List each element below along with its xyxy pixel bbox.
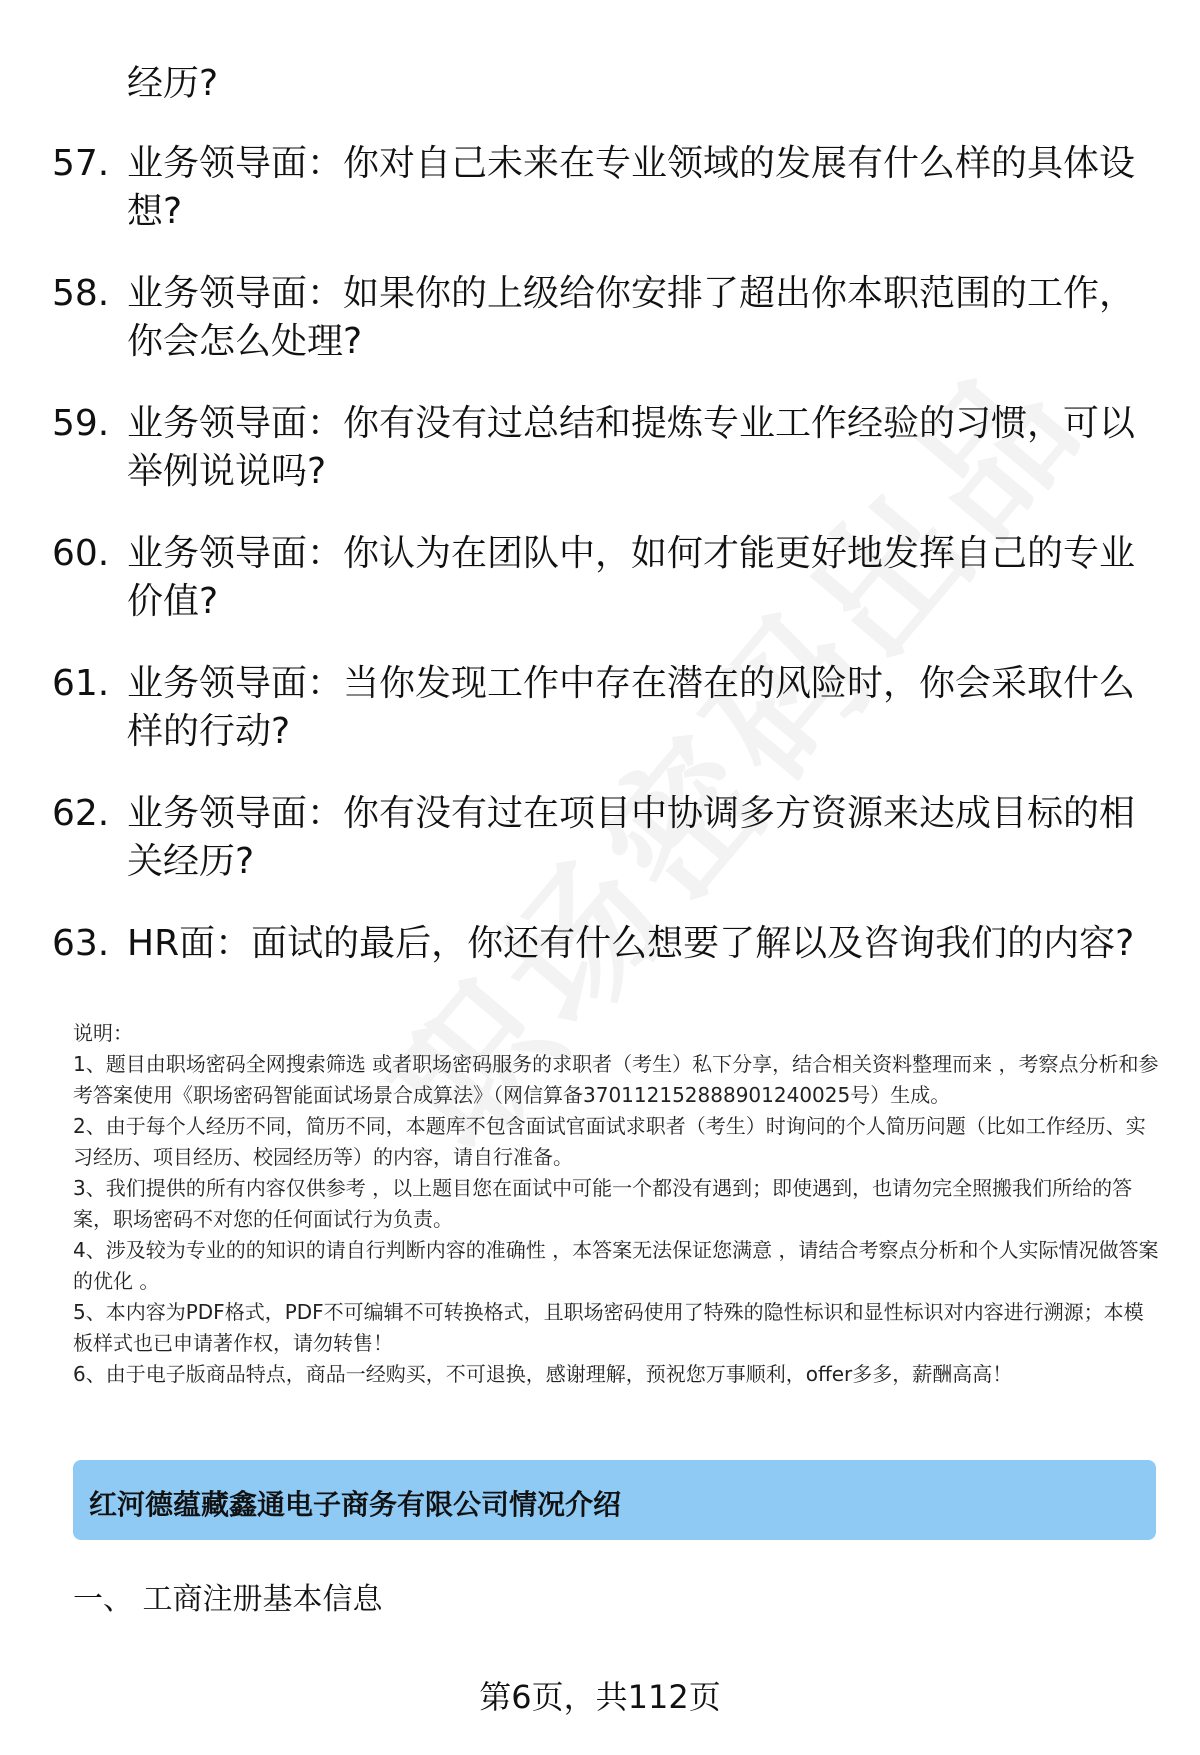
question-number: 63. bbox=[52, 923, 110, 964]
note-item: 2、由于每个人经历不同，简历不同，本题库不包含面试官面试求职者（考生）时询问的个人简历问题（比如工作经历、实习经历、项目经历、校园经历等）的内容，请自行准备。 bbox=[73, 1114, 1146, 1169]
question-number: 58. bbox=[52, 273, 110, 314]
question-text: 业务领导面：如果你的上级给你安排了超出你本职范围的工作，你会怎么处理? bbox=[127, 273, 1136, 362]
question-text: 业务领导面：你有没有过总结和提炼专业工作经验的习惯，可以举例说说吗? bbox=[127, 403, 1136, 492]
notes-section bbox=[73, 1018, 1163, 1390]
list-item bbox=[0, 140, 1200, 270]
question-text: 业务领导面：你对自己未来在专业领域的发展有什么样的具体设想? bbox=[127, 143, 1136, 232]
question-number: 60. bbox=[52, 533, 110, 574]
list-item bbox=[0, 270, 1200, 400]
question-text: 业务领导面：你认为在团队中，如何才能更好地发挥自己的专业价值? bbox=[127, 533, 1136, 622]
question-number: 57. bbox=[52, 143, 110, 184]
note-item: 4、涉及较为专业的的知识的请自行判断内容的准确性 ，本答案无法保证您满意 ，请结合考察点分析和个人实际情况做答案的优化 。 bbox=[73, 1238, 1159, 1293]
list-item bbox=[0, 660, 1200, 790]
list-item bbox=[0, 400, 1200, 530]
question-number: 62. bbox=[52, 793, 110, 834]
question-number: 61. bbox=[52, 663, 110, 704]
note-item: 6、由于电子版商品特点，商品一经购买，不可退换，感谢理解，预祝您万事顺利，offer多多，薪酬高高！ bbox=[73, 1362, 1013, 1386]
question-text: HR面：面试的最后，你还有什么想要了解以及咨询我们的内容? bbox=[127, 923, 1135, 964]
note-item: 1、题目由职场密码全网搜索筛选 或者职场密码服务的求职者（考生）私下分享，结合相关资料整理而来 ，考察点分析和参考答案使用《职场密码智能面试场景合成算法》（网信算备370112152888901240025号）生成。 bbox=[73, 1052, 1159, 1107]
list-item bbox=[0, 790, 1200, 920]
question-number: 59. bbox=[52, 403, 110, 444]
page-number: 第6页，共112页 bbox=[479, 1678, 721, 1716]
list-item bbox=[0, 920, 1200, 980]
note-item: 3、我们提供的所有内容仅供参考 ，以上题目您在面试中可能一个都没有遇到；即使遇到，也请勿完全照搬我们所给的答案，职场密码不对您的任何面试行为负责。 bbox=[73, 1176, 1133, 1231]
question-text: 业务领导面：你有没有过在项目中协调多方资源来达成目标的相关经历? bbox=[127, 793, 1136, 882]
section-heading: 一、 工商注册基本信息 bbox=[73, 1582, 383, 1617]
question-text: 业务领导面：当你发现工作中存在潜在的风险时，你会采取什么样的行动? bbox=[127, 663, 1136, 752]
question-list bbox=[0, 140, 1200, 980]
notes-title: 说明： bbox=[73, 1021, 133, 1045]
note-item: 5、本内容为PDF格式，PDF不可编辑不可转换格式，且职场密码使用了特殊的隐性标识和显性标识对内容进行溯源；本模板样式也已申请著作权，请勿转售！ bbox=[73, 1300, 1144, 1355]
list-item bbox=[0, 530, 1200, 660]
company-title: 红河德蕴藏鑫通电子商务有限公司情况介绍 bbox=[89, 1488, 622, 1521]
company-banner bbox=[73, 1460, 1156, 1540]
continuation-text: 经历? bbox=[127, 63, 219, 104]
